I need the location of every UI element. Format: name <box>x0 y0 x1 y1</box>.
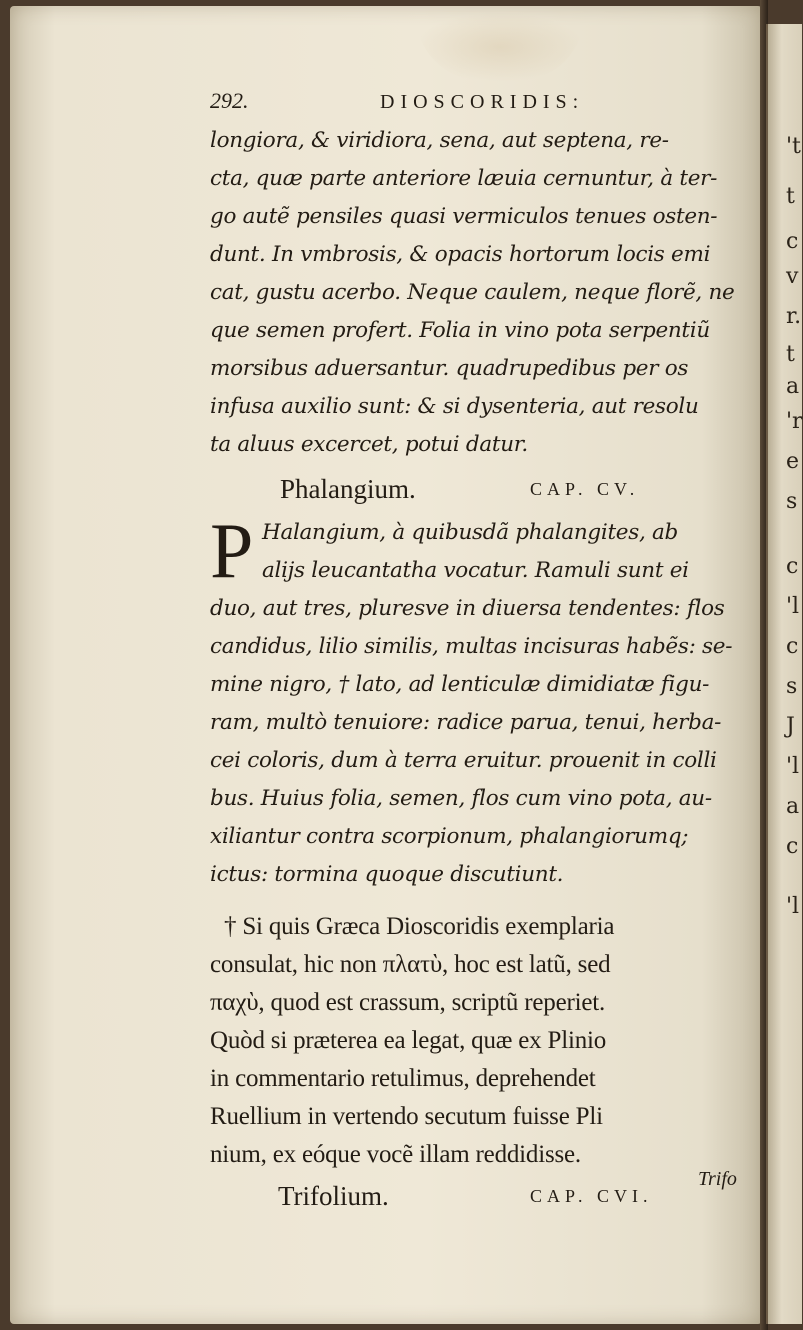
chapter-heading <box>210 464 758 514</box>
chapter-title: Phalangium. <box>280 474 416 504</box>
note-line: † Si quis Græca Dioscoridis exemplaria <box>224 913 615 940</box>
page-number: 292. <box>210 88 249 113</box>
catchword: Trifo <box>698 1168 737 1190</box>
facing-page-letter: c <box>786 229 799 254</box>
facing-page-edge <box>766 24 802 1324</box>
text-line: duo, aut tres, pluresve in diuersa tendentes: flos <box>210 596 725 621</box>
facing-page-letter: s <box>786 674 798 699</box>
note-line: nium, ex eóque vocẽ illam reddidisse. <box>210 1141 581 1168</box>
note-line: Ruellium in vertendo secutum fuisse Pli <box>210 1103 603 1130</box>
drop-cap: P <box>210 507 254 594</box>
page-text <box>210 80 758 1218</box>
text-line: ictus: tormina quoque discutiunt. <box>210 862 564 887</box>
text-line: alijs leucantatha vocatur. Ramuli sunt ei <box>262 558 689 583</box>
facing-page-letter: s <box>786 489 798 514</box>
text-line: candidus, lilio similis, multas incisuras habẽs: se- <box>210 634 733 659</box>
facing-page-letter: a <box>786 794 800 819</box>
running-header <box>210 80 758 122</box>
text-line: Halangium, à quibusdã phalangites, ab <box>262 520 679 545</box>
chapter-heading <box>210 1174 758 1218</box>
chapter-number: CAP. CVI. <box>530 1186 653 1206</box>
text-line: morsibus aduersantur. quadrupedibus per os <box>210 356 689 381</box>
text-line: cat, gustu acerbo. Neque caulem, neque florẽ, ne <box>210 280 735 305</box>
text-line: cta, quæ parte anteriore læuia cernuntur, à ter- <box>210 166 718 191</box>
facing-page-letter: e <box>786 449 800 474</box>
continued-paragraph <box>210 122 758 464</box>
facing-page-letter: 'l <box>786 894 800 919</box>
running-title: DIOSCORIDIS: <box>380 91 585 113</box>
facing-page-letter: 'r <box>786 409 803 434</box>
facing-page-letter: J <box>786 714 795 739</box>
text-line: ram, multò tenuiore: radice parua, tenui, herba- <box>210 710 722 735</box>
text-line: bus. Huius folia, semen, flos cum vino pota, au- <box>210 786 712 811</box>
text-line: mine nigro, † lato, ad lenticulæ dimidiatæ figu- <box>210 672 710 697</box>
text-line: longiora, & viridiora, sena, aut septena, re- <box>210 128 669 153</box>
text-line: infusa auxilio sunt: & si dysenteria, aut resolu <box>210 394 699 419</box>
note-line: in commentario retulimus, deprehendet <box>210 1065 596 1092</box>
facing-page-letter: t <box>786 184 795 209</box>
annotation-note <box>210 908 758 1174</box>
facing-page-letter: 'l <box>786 754 800 779</box>
text-line: xiliantur contra scorpionum, phalangiorumq; <box>210 824 689 849</box>
facing-page-letter: t <box>786 342 795 367</box>
facing-page-letter: a <box>786 374 800 399</box>
text-line: que semen profert. Folia in vino pota serpentiũ <box>210 318 710 343</box>
note-line: consulat, hic non πλατὺ, hoc est latũ, sed <box>210 951 611 978</box>
chapter-paragraph <box>210 507 758 894</box>
facing-page-letter: r. <box>786 304 802 329</box>
text-line: ta aluus excercet, potui datur. <box>210 432 528 457</box>
text-line: cei coloris, dum à terra eruitur. prouenit in colli <box>210 748 717 773</box>
facing-page-letter: c <box>786 834 799 859</box>
chapter-number: CAP. CV. <box>530 479 640 499</box>
facing-page-letter: c <box>786 554 799 579</box>
facing-page-letter: 't <box>786 134 801 159</box>
text-line: go autẽ pensiles quasi vermiculos tenues osten- <box>210 204 718 229</box>
text-line: dunt. In vmbrosis, & opacis hortorum locis emi <box>210 242 711 267</box>
facing-page-letter: c <box>786 634 799 659</box>
note-line: Quòd si præterea ea legat, quæ ex Plinio <box>210 1027 607 1054</box>
chapter-title: Trifolium. <box>278 1181 389 1211</box>
facing-page-letter: 'l <box>786 594 800 619</box>
water-stain <box>415 12 585 82</box>
note-line: παχὺ, quod est crassum, scriptũ reperiet. <box>210 989 606 1016</box>
facing-page-letter: v <box>786 264 799 289</box>
